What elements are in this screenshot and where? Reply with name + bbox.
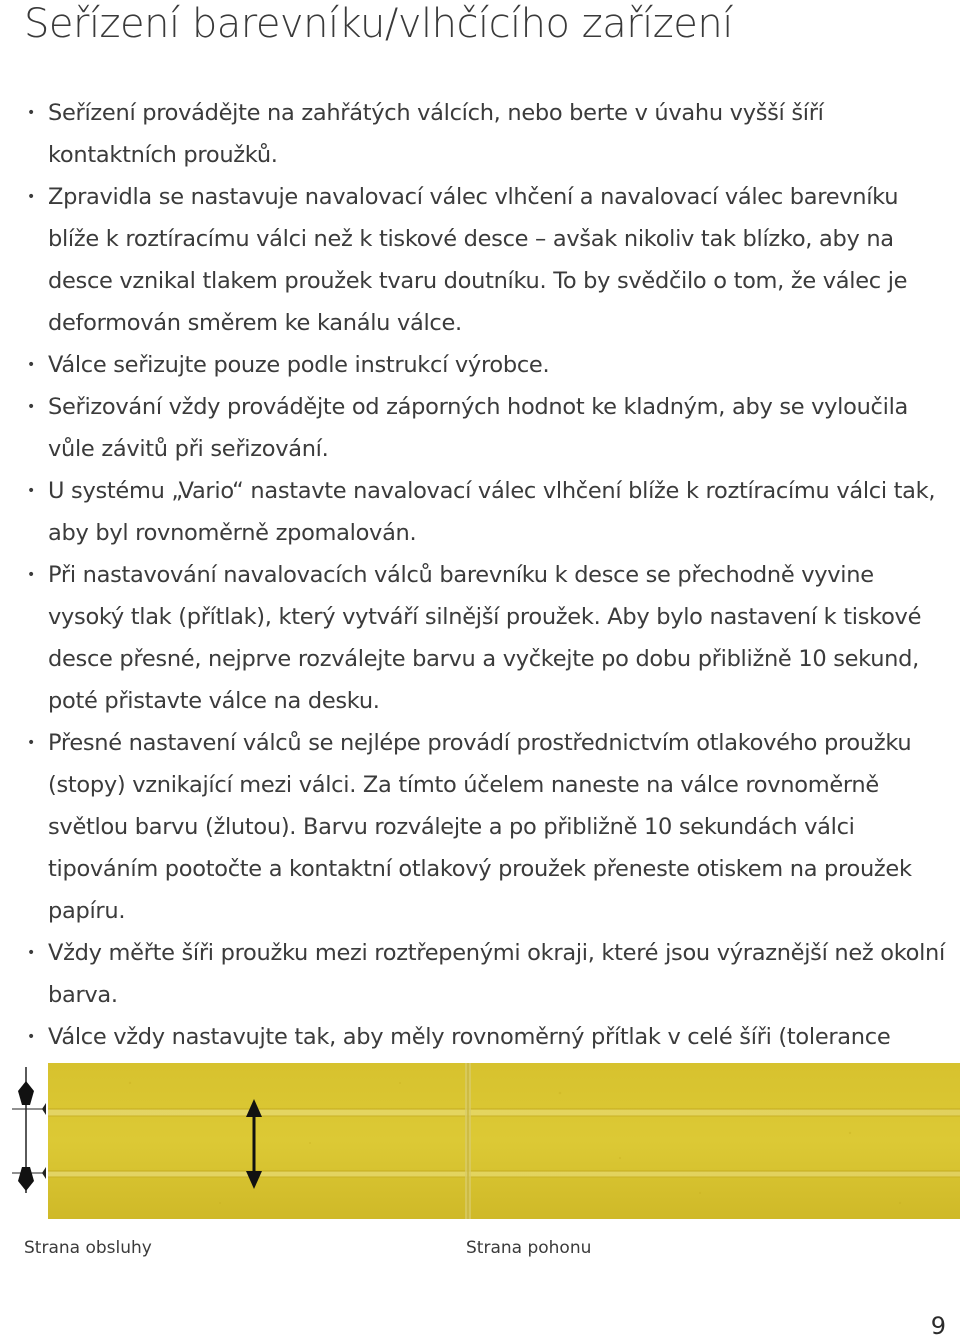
- list-item: [26, 554, 946, 722]
- ink-stripe-figure: [0, 1063, 960, 1219]
- contact-stripe: [48, 1109, 960, 1116]
- page-title: Seřízení barevníku/vlhčícího zařízení: [24, 1, 733, 47]
- bullet-marker: •: [27, 483, 35, 499]
- list-item: [26, 470, 946, 554]
- bullet-marker: •: [27, 105, 35, 121]
- bullet-marker: •: [27, 399, 35, 415]
- list-item: [26, 386, 946, 470]
- bullet-marker: •: [27, 357, 35, 373]
- list-item-text: Seřizování vždy provádějte od záporných hodnot ke kladným, aby se vyloučila vůle závitů při seřizování.: [48, 394, 909, 462]
- list-item: [26, 92, 946, 176]
- contact-stripe: [48, 1171, 960, 1177]
- list-item-text: Válce seřizujte pouze podle instrukcí výrobce.: [48, 352, 550, 378]
- yellow-ink-area: [48, 1063, 960, 1219]
- bullet-marker: •: [27, 1029, 35, 1045]
- bullet-marker: •: [27, 735, 35, 751]
- list-item: [26, 932, 946, 1016]
- list-item-text: Seřízení provádějte na zahřátých válcích, nebo berte v úvahu vyšší šíří kontaktních proužků.: [48, 100, 824, 168]
- page-number: 9: [930, 1312, 946, 1340]
- caption-drive-side: Strana pohonu: [466, 1238, 592, 1258]
- bullet-marker: •: [27, 945, 35, 961]
- ink-stripe-photo: [0, 1063, 960, 1219]
- list-item-text: Válce vždy nastavujte tak, aby měly rovnoměrný přítlak v celé šíři (tolerance: [48, 1024, 891, 1050]
- bullet-list: [26, 92, 946, 1100]
- bullet-marker: •: [27, 189, 35, 205]
- list-item-text: Vždy měřte šíři proužku mezi roztřepenými okraji, které jsou výraznější než okolní barva.: [48, 940, 945, 1008]
- list-item-text: Při nastavování navalovacích válců barevníku k desce se přechodně vyvine vysoký tlak (přítlak), který vytváří silnější proužek. Aby bylo nastavení k tiskové desce přesné, nejprve rozválejte barvu a vyčkejte po dobu přibližně 10 sekund, poté přistavte válce na desku.: [48, 562, 922, 714]
- list-item-text: Přesné nastavení válců se nejlépe provádí prostřednictvím otlakového proužku (stopy) vznikající mezi válci. Za tímto účelem naneste na válce rovnoměrně světlou barvu (žlutou). Barvu rozválejte a po přibližně 10 sekundách válci tipováním pootočte a kontaktní otlakový proužek přeneste otiskem na proužek papíru.: [48, 730, 912, 924]
- list-item-text: Zpravidla se nastavuje navalovací válec vlhčení a navalovací válec barevníku blíže k roztíracímu válci než k tiskové desce – avšak nikoliv tak blízko, aby na desce vznikal tlakem proužek tvaru doutníku. To by svědčilo o tom, že válec je deformován směrem ke kanálu válce.: [48, 184, 908, 336]
- bullet-marker: •: [27, 567, 35, 583]
- caption-operator-side: Strana obsluhy: [24, 1238, 152, 1258]
- list-item: [26, 176, 946, 344]
- list-item: [26, 344, 946, 386]
- list-item: [26, 722, 946, 932]
- list-item-text: U systému „Vario“ nastavte navalovací válec vlhčení blíže k roztíracímu válci tak, aby byl rovnoměrně zpomalován.: [48, 478, 936, 546]
